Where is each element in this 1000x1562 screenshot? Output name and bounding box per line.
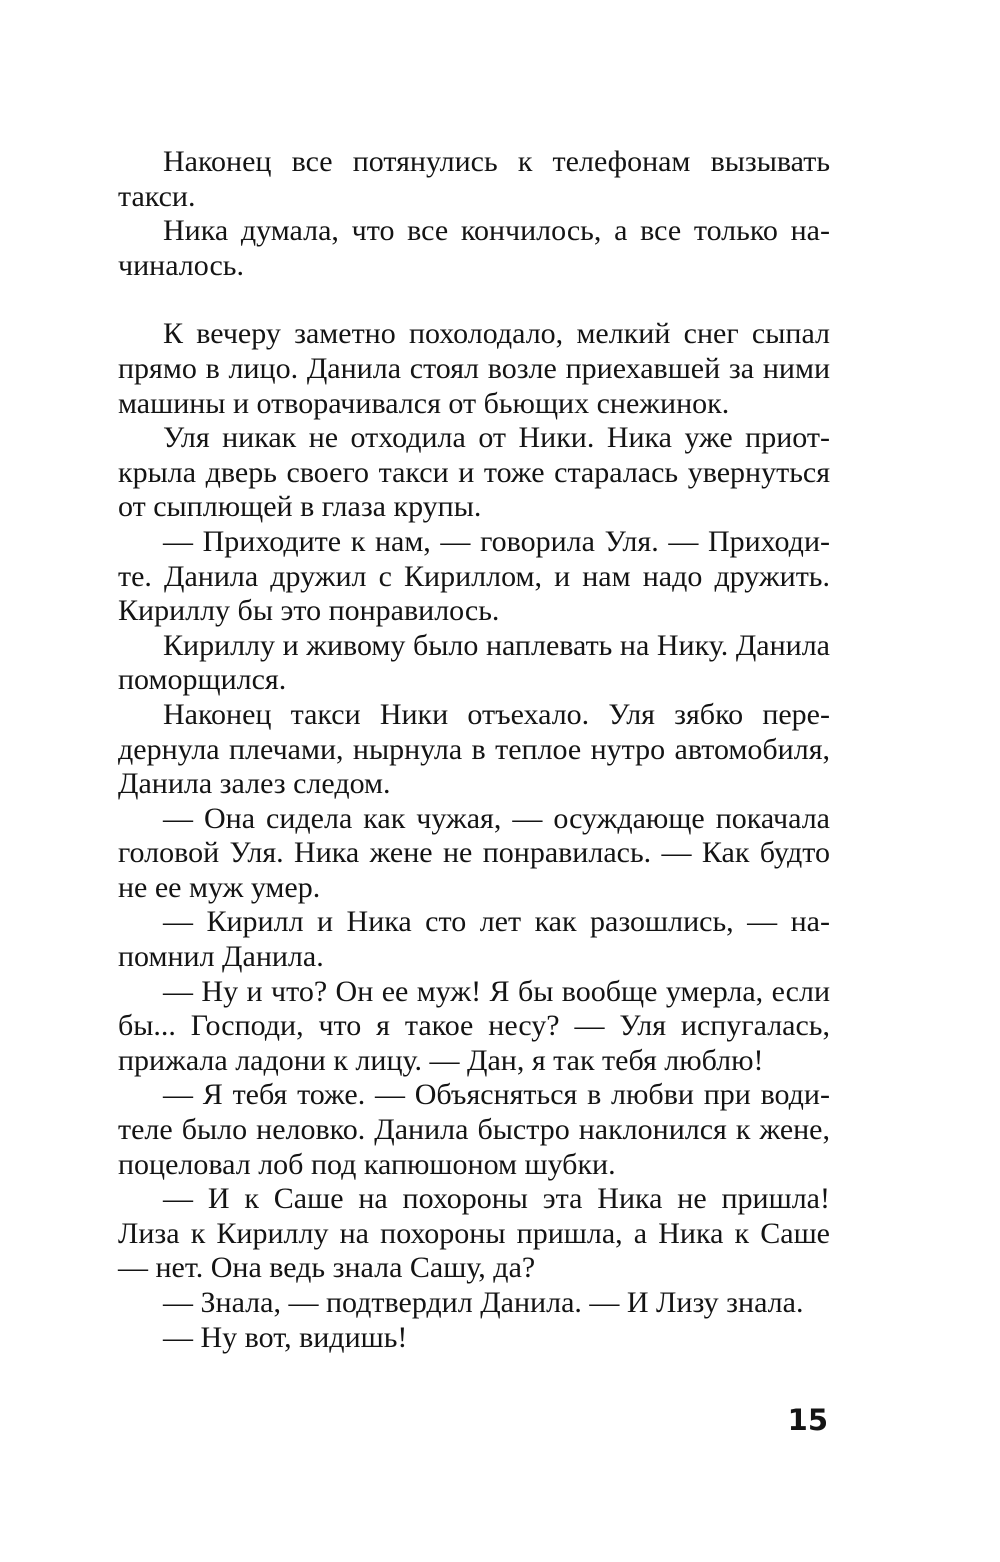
paragraph: — И к Саше на похороны эта Ника не пришла! Лиза к Кириллу на похороны пришла, а Ника к Саше — нет. Она ведь знала Сашу, да? [118,1182,830,1285]
paragraph: — Она сидела как чужая, — осуждающе покачала головой Уля. Ника жене не понравилась. — Как будто не ее муж умер. [118,801,830,904]
paragraph: Ника думала, что все кончилось, а все только начиналось. [118,214,830,282]
paragraph: — Я тебя тоже. — Объясняться в любви при водителе было неловко. Данила быстро наклонился к жене, поцеловал лоб под капюшоном шубки. [118,1078,830,1181]
paragraph: — Ну и что? Он ее муж! Я бы вообще умерла, если бы... Господи, что я такое несу? — Уля испугалась, прижала ладони к лицу. — Дан, я так тебя люблю! [118,974,830,1077]
paragraph: — Ну вот, видишь! [163,1320,408,1354]
paragraph: Уля никак не отходила от Ники. Ника уже приоткрыла дверь своего такси и тоже старалась увернуться от сыплющей в глаза крупы. [118,421,830,524]
paragraph: — Кирилл и Ника сто лет как разошлись, — напомнил Данила. [118,905,830,974]
page-number: 15 [787,1403,828,1437]
paragraph: Кириллу и живому было наплевать на Нику. Данила поморщился. [118,628,830,697]
paragraph: Наконец такси Ники отъехало. Уля зябко передернула плечами, нырнула в теплое нутро автомобиля, Данила залез следом. [118,697,830,801]
paragraph: К вечеру заметно похолодало, мелкий снег сыпал прямо в лицо. Данила стоял возле приехавшей за ними машины и отворачивался от бьющих снежинок. [118,317,830,420]
paragraph: — Приходите к нам, — говорила Уля. — Приходите. Данила дружил с Кириллом, и нам надо дружить. Кириллу бы это понравилось. [118,524,830,628]
paragraph: Наконец все потянулись к телефонам вызывать такси. [118,145,830,213]
paragraph: — Знала, — подтвердил Данила. — И Лизу знала. [163,1286,804,1319]
body-text [118,145,830,1355]
